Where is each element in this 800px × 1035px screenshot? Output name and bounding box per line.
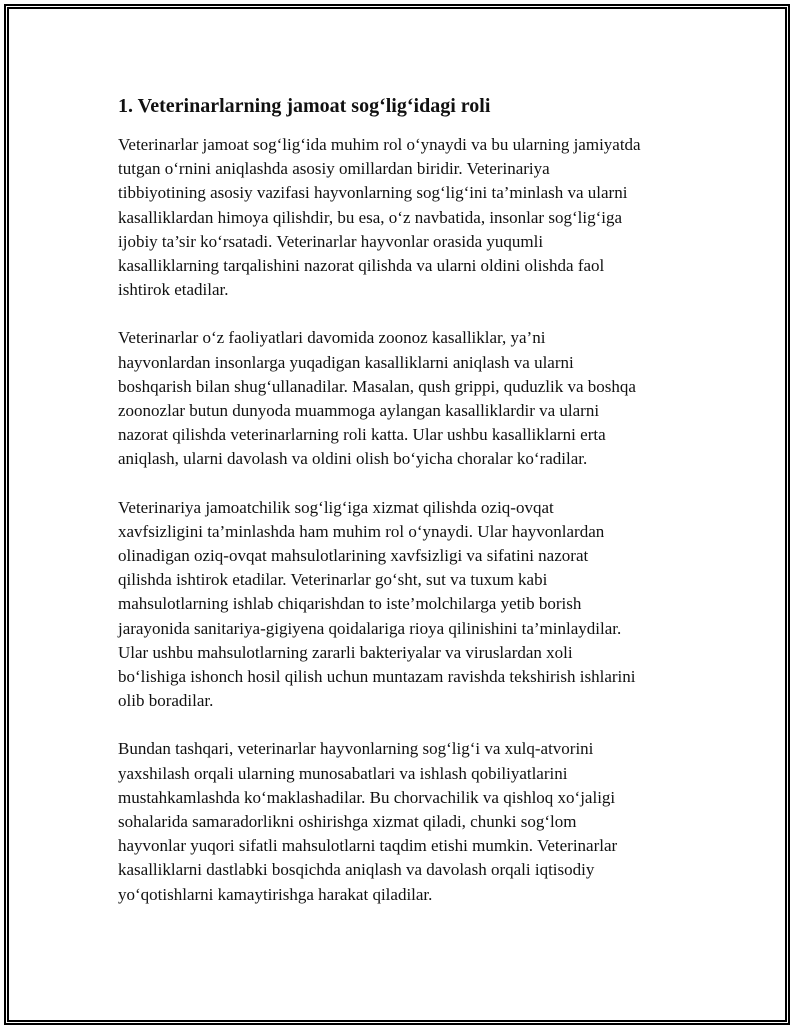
- paragraph-2: Veterinarlar o‘z faoliyatlari davomida zoonoz kasalliklar, ya’ni hayvonlardan insonlarga yuqadigan kasalliklarni aniqlash va ularni boshqarish bilan shug‘ullanadilar. Masalan, qush grippi, quduzlik va boshqa zoonozlar butun dunyoda muammoga aylangan kasalliklardir va ularni nazorat qilishda veterinarlarning roli katta. Ular ushbu kasalliklarni erta aniqlash, ularni davolash va oldini olish bo‘yicha choralar ko‘radilar.: [118, 328, 636, 469]
- paragraph-4: Bundan tashqari, veterinarlar hayvonlarning sog‘lig‘i va xulq-atvorini yaxshilash orqali ularning munosabatlari va ishlash qobiliyatlarini mustahkamlashda ko‘maklashadilar. Bu chorvachilik va qishloq xo‘jaligi sohalarida samaradorlikni oshirishga xizmat qiladi, chunki sog‘lom hayvonlar yuqori sifatli mahsulotlarni taqdim etishi mumkin. Veterinarlar kasalliklarni dastlabki bosqichda aniqlash va davolash orqali iqtisodiy yo‘qotishlarni kamaytirishga harakat qiladilar.: [118, 739, 618, 904]
- document-body: [118, 92, 698, 931]
- paragraph-3: Veterinariya jamoatchilik sog‘lig‘iga xizmat qilishda oziq-ovqat xavfsizligini ta’minlashda ham muhim rol o‘ynaydi. Ular hayvonlardan olinadigan oziq-ovqat mahsulotlarining xavfsizligi va sifatini nazorat qilishda ishtirok etadilar. Veterinarlar go‘sht, sut va tuxum kabi mahsulotlarning ishlab chiqarishdan to iste’molchilarga yetib borish jarayonida sanitariya-gigiyena qoidalariga rioya qilinishini ta’minlaydilar. Ular ushbu mahsulotlarning zararli bakteriyalar va viruslardan xoli bo‘lishiga ishonch hosil qilish uchun muntazam ravishda tekshirish ishlarini olib boradilar.: [118, 497, 636, 711]
- section-heading: 1. Veterinarlarning jamoat sog‘lig‘idagi roli: [118, 95, 491, 117]
- paragraph-1: Veterinarlar jamoat sog‘lig‘ida muhim rol o‘ynaydi va bu ularning jamiyatda tutgan o‘rnini aniqlashda asosiy omillardan biridir. Veterinariya tibbiyotining asosiy vazifasi hayvonlarning sog‘lig‘ini ta’minlash va ularni kasalliklardan himoya qilishdir, bu esa, o‘z navbatida, insonlar sog‘lig‘iga ijobiy ta’sir ko‘rsatadi. Veterinarlar hayvonlar orasida yuqumli kasalliklarning tarqalishini nazorat qilishda va ularni oldini olishda faol ishtirok etadilar.: [118, 135, 641, 300]
